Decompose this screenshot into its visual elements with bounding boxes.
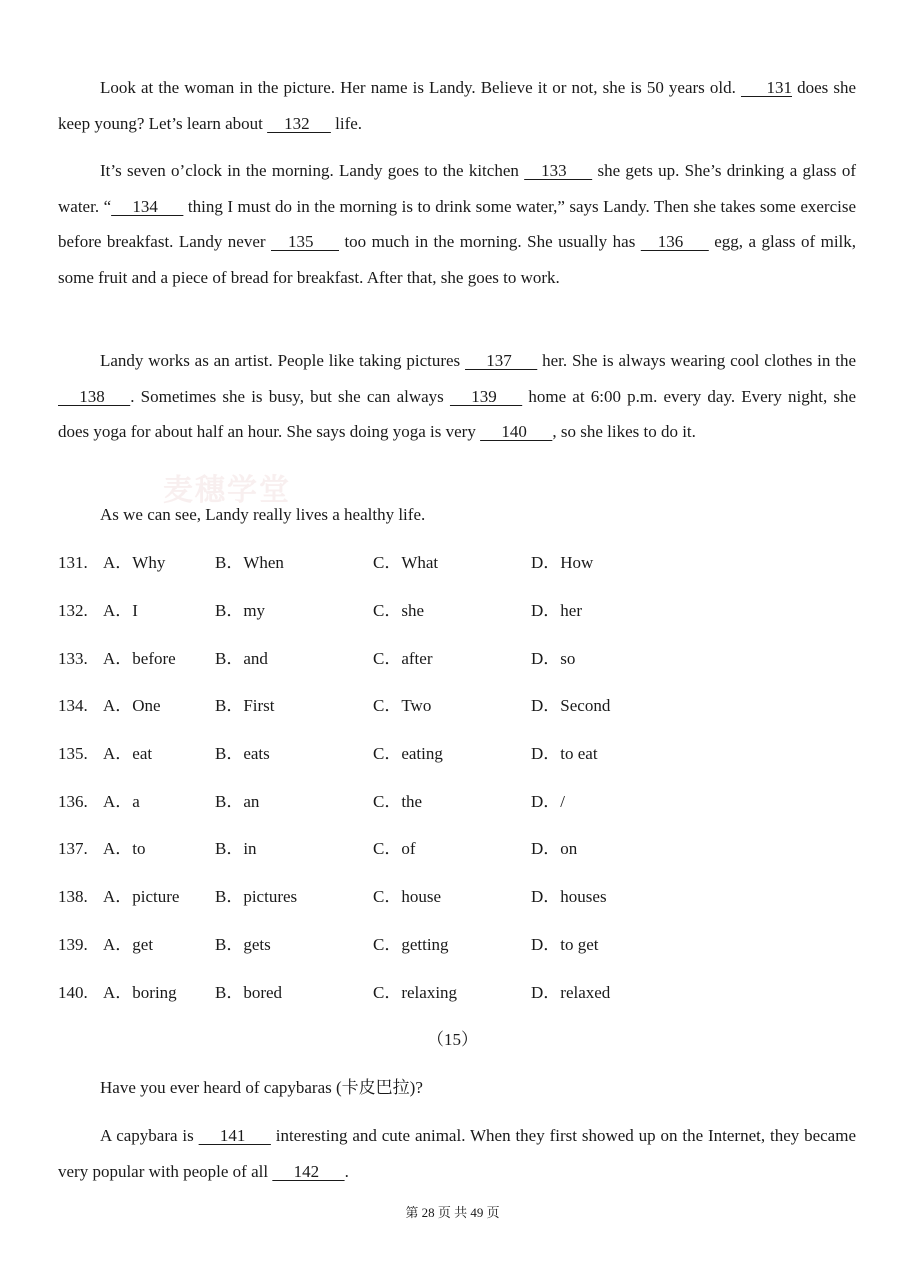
option-d: D．so — [531, 649, 576, 668]
option-b: B．eats — [215, 744, 270, 763]
option-d: D．Second — [531, 696, 611, 715]
option-d: D．relaxed — [531, 983, 611, 1002]
question-number: 136. — [58, 792, 88, 811]
question-number: 139. — [58, 935, 88, 954]
question-number: 133. — [58, 649, 88, 668]
option-c: C．after — [373, 649, 433, 668]
blank-137: 137 — [465, 351, 538, 370]
option-b: B．and — [215, 649, 268, 668]
question-number: 131. — [58, 553, 88, 572]
option-b: B．in — [215, 839, 257, 858]
question-row — [58, 882, 858, 912]
passage-paragraph-1: Look at the woman in the picture. Her name is Landy. Believe it or not, she is 50 years old. 131 does she keep young? Let’s learn about 132 life. — [58, 70, 856, 141]
option-b: B．an — [215, 792, 260, 811]
blank-140: 140 — [480, 422, 553, 441]
option-a: A．before — [103, 649, 176, 668]
option-b: B．my — [215, 601, 266, 620]
option-a: A．I — [103, 601, 138, 620]
option-c: C．the — [373, 792, 423, 811]
question-number: 135. — [58, 744, 88, 763]
option-b: B．First — [215, 696, 275, 715]
option-b: B．When — [215, 553, 284, 572]
blank-133: 133 — [524, 161, 593, 180]
question-number: 140. — [58, 983, 88, 1002]
question-row — [58, 787, 858, 817]
option-c: C．she — [373, 601, 424, 620]
blank-141: 141 — [198, 1126, 271, 1145]
option-a: A．eat — [103, 744, 153, 763]
option-a: A．get — [103, 935, 154, 954]
question-number: 138. — [58, 887, 88, 906]
option-c: C．relaxing — [373, 983, 458, 1002]
option-d: D．to eat — [531, 744, 598, 763]
passage-paragraph-4: As we can see, Landy really lives a healthy life. — [100, 505, 426, 524]
blank-132: 132 — [267, 113, 331, 133]
option-c: C．Two — [373, 696, 432, 715]
section-number: （15） — [427, 1030, 478, 1049]
passage2-paragraph-1: Have you ever heard of capybaras (卡皮巴拉)? — [100, 1078, 423, 1097]
option-d: D．on — [531, 839, 578, 858]
watermark: 麦穗学堂 — [163, 473, 291, 508]
blank-138: 138 — [58, 386, 131, 406]
option-d: D．houses — [531, 887, 607, 906]
blank-135: 135 — [271, 232, 339, 251]
question-row — [58, 930, 858, 960]
question-number: 137. — [58, 839, 88, 858]
option-c: C．eating — [373, 744, 443, 763]
option-c: C．of — [373, 839, 416, 858]
option-b: B．pictures — [215, 887, 298, 906]
blank-139: 139 — [449, 386, 523, 406]
blank-142: 142 — [272, 1161, 345, 1181]
question-row — [58, 739, 858, 769]
option-a: A．a — [103, 792, 140, 811]
page-footer: 第 28 页 共 49 页 — [405, 1205, 500, 1220]
question-row — [58, 834, 858, 864]
option-d: D．to get — [531, 935, 599, 954]
option-a: A．picture — [103, 887, 180, 906]
option-a: A．boring — [103, 983, 177, 1002]
question-row — [58, 644, 858, 674]
question-row — [58, 978, 858, 1008]
option-d: D．her — [531, 601, 582, 620]
passage-paragraph-2: It’s seven o’clock in the morning. Landy goes to the kitchen 133 she gets up. She’s drinking a glass of water. “ 134 thing I must do in the morning is to drink some water,” says Landy. Then she takes some exercise before breakfast. Landy never 135 too much in the morning. She usually has 136 egg, a glass of milk, some fruit and a piece of bread for breakfast. After that, she goes to work. — [58, 153, 856, 295]
blank-136: 136 — [640, 232, 709, 251]
question-row — [58, 691, 858, 721]
question-number: 132. — [58, 601, 88, 620]
option-a: A．One — [103, 696, 161, 715]
option-c: C．What — [373, 553, 439, 572]
passage-paragraph-3: Landy works as an artist. People like taking pictures 137 her. She is always wearing cool clothes in the 138 . Sometimes she is busy, but she can always 139 home at 6:00 p.m. every day. Every night, she does yoga for about half an hour. She says doing yoga is very 140 , so she likes to do it. — [58, 343, 856, 450]
option-b: B．bored — [215, 983, 283, 1002]
option-a: A．Why — [103, 553, 166, 572]
passage2-paragraph-2: A capybara is 141 interesting and cute animal. When they first showed up on the Internet, they became very popular with people of all 142 . — [58, 1118, 856, 1189]
blank-131: 131 — [740, 78, 792, 97]
question-row — [58, 548, 858, 578]
option-d: D．How — [531, 553, 594, 572]
option-d: D．/ — [531, 792, 565, 811]
question-number: 134. — [58, 696, 88, 715]
question-row — [58, 596, 858, 626]
option-c: C．house — [373, 887, 441, 906]
option-b: B．gets — [215, 935, 271, 954]
option-a: A．to — [103, 839, 146, 858]
option-c: C．getting — [373, 935, 449, 954]
blank-134: 134 — [111, 196, 184, 216]
